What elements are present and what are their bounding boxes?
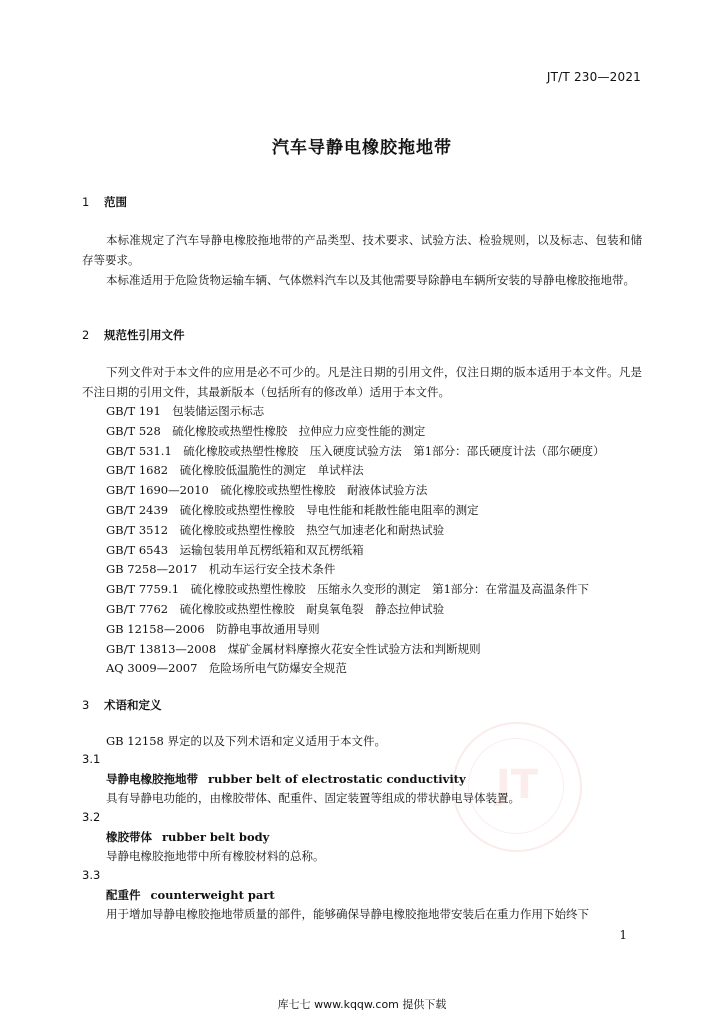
term-heading [106,771,466,787]
reference-list [106,402,605,679]
term-chinese: 配重件 [106,888,141,902]
reference-item: GB 7258—2017 机动车运行安全技术条件 [106,562,336,577]
reference-item: AQ 3009—2007 危险场所电气防爆安全规范 [106,661,347,676]
section-number: 1 [82,195,90,209]
terms-intro-paragraph: GB 12158 界定的以及下列术语和定义适用于本文件。 [106,734,387,748]
section-heading-terms-definitions [82,697,162,713]
term-chinese: 橡胶带体 [106,830,152,844]
scope-paragraph-1: 本标准规定了汽车导静电橡胶拖地带的产品类型、技术要求、试验方法、检验规则，以及标志、包装和储存等要求。 [82,233,642,267]
term-heading [106,829,269,845]
reference-item: GB/T 3512 硫化橡胶或热塑性橡胶 热空气加速老化和耐热试验 [106,522,445,537]
term-chinese: 导静电橡胶拖地带 [106,772,198,786]
document-title: 汽车导静电橡胶拖地带 [272,138,452,158]
section-number: 3 [82,698,90,712]
term-english: rubber belt body [162,830,270,844]
download-footer: 库七七 www.kqqw.com 提供下载 [277,998,447,1011]
reference-item: GB/T 1682 硫化橡胶低温脆性的测定 单试样法 [106,463,364,478]
reference-item: GB/T 528 硫化橡胶或热塑性橡胶 拉伸应力应变性能的测定 [106,423,426,438]
term-definition: 导静电橡胶拖地带中所有橡胶材料的总称。 [106,849,325,863]
reference-item: GB/T 6543 运输包装用单瓦楞纸箱和双瓦楞纸箱 [106,542,364,557]
section-title: 规范性引用文件 [104,328,185,342]
reference-item: GB/T 531.1 硫化橡胶或热塑性橡胶 压入硬度试验方法 第1部分：邵氏硬度计法（邵尔硬度） [106,443,605,458]
term-english: rubber belt of electrostatic conductivity [208,772,466,786]
term-definition: 具有导静电功能的，由橡胶带体、配重件、固定装置等组成的带状静电导体装置。 [106,791,520,805]
term-heading [106,887,275,903]
normative-intro-paragraph: 下列文件对于本文件的应用是必不可少的。凡是注日期的引用文件，仅注日期的版本适用于本文件。凡是不注日期的引用文件，其最新版本（包括所有的修改单）适用于本文件。 [82,365,642,399]
standard-code-header: JT/T 230—2021 [546,70,641,84]
page-number: 1 [619,928,627,942]
watermark-seal-text: JT [495,762,539,808]
reference-item: GB 12158—2006 防静电事故通用导则 [106,621,320,636]
term-english: counterweight part [150,888,275,902]
reference-item: GB/T 1690—2010 硫化橡胶或热塑性橡胶 耐液体试验方法 [106,483,428,498]
term-definition: 用于增加导静电橡胶拖地带质量的部件，能够确保导静电橡胶拖地带安装后在重力作用下始终下 [106,907,589,921]
reference-item: GB/T 191 包装储运图示标志 [106,404,265,418]
term-number: 3.1 [82,752,101,766]
scope-paragraph-2: 本标准适用于危险货物运输车辆、气体燃料汽车以及其他需要导除静电车辆所安装的导静电橡胶拖地带。 [106,273,635,287]
section-heading-scope [82,194,127,210]
term-number: 3.2 [82,810,101,824]
reference-item: GB/T 13813—2008 煤矿金属材料摩擦火花安全性试验方法和判断规则 [106,641,481,656]
reference-item: GB/T 7759.1 硫化橡胶或热塑性橡胶 压缩永久变形的测定 第1部分：在常温及高温条件下 [106,582,589,597]
section-title: 术语和定义 [104,698,162,712]
section-number: 2 [82,328,90,342]
section-heading-normative-references [82,327,185,343]
section-title: 范围 [104,195,127,209]
term-number: 3.3 [82,868,101,882]
reference-item: GB/T 2439 硫化橡胶或热塑性橡胶 导电性能和耗散性能电阻率的测定 [106,502,479,517]
reference-item: GB/T 7762 硫化橡胶或热塑性橡胶 耐臭氧龟裂 静态拉伸试验 [106,601,445,616]
